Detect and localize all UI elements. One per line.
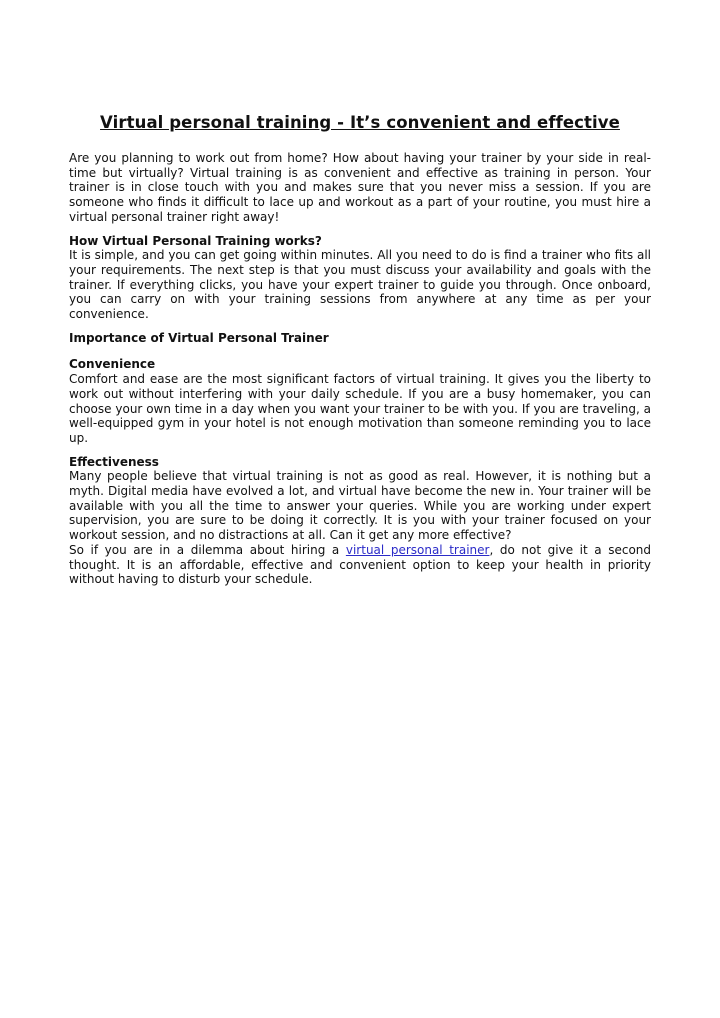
how-paragraph: It is simple, and you can get going within minutes. All you need to do is find a trainer who fits all your requirements. The next step is that you must discuss your availability and goals with the trainer. If everything clicks, you have your expert trainer to guide you through. Once onboard, you can carry on with your training sessions from anywhere at any time as per your convenience. [69, 248, 651, 322]
convenience-section [69, 357, 651, 445]
virtual-personal-trainer-link[interactable]: virtual personal trainer [345, 542, 490, 557]
document-page [69, 112, 651, 596]
closing-text-after: , do not give it a second thought. It is an affordable, effective and convenient option to keep your health in priority without having to disturb your schedule. [69, 542, 652, 587]
how-heading: How Virtual Personal Training works? [69, 233, 322, 248]
document-title: Virtual personal training - It’s convenient and effective [100, 113, 620, 132]
convenience-paragraph: Comfort and ease are the most significant factors of virtual training. It gives you the liberty to work out without interfering with your daily schedule. If you are a busy homemaker, you can choose your own time in a day when you want your trainer to be with you. If you are traveling, a well-equipped gym in your hotel is not enough motivation than someone reminding you to lace up. [69, 372, 651, 445]
closing-text-before: So if you are in a dilemma about hiring a [69, 542, 346, 557]
effectiveness-paragraph: Many people believe that virtual training is not as good as real. However, it is nothing but a myth. Digital media have evolved a lot, and virtual have become the new in. Your trainer will be available with you all the time to answer your queries. While you are working under expert supervision, you are sure to be doing it correctly. It is you with your trainer focused on your workout session, and no distractions at all. Can it get any more effective? [69, 469, 651, 543]
convenience-heading: Convenience [69, 357, 156, 372]
how-section [69, 234, 651, 322]
intro-paragraph: Are you planning to work out from home? How about having your trainer by your side in real-time but virtually? Virtual training is as convenient and effective as training in person. Your trainer is in close touch with you and makes sure that you never miss a session. If you are someone who finds it difficult to lace up and workout as a part of your routine, you must hire a virtual personal trainer right away! [69, 151, 651, 224]
effectiveness-heading: Effectiveness [69, 454, 159, 469]
closing-paragraph [69, 543, 651, 587]
importance-heading: Importance of Virtual Personal Trainer [69, 330, 329, 345]
effectiveness-section [69, 455, 651, 587]
